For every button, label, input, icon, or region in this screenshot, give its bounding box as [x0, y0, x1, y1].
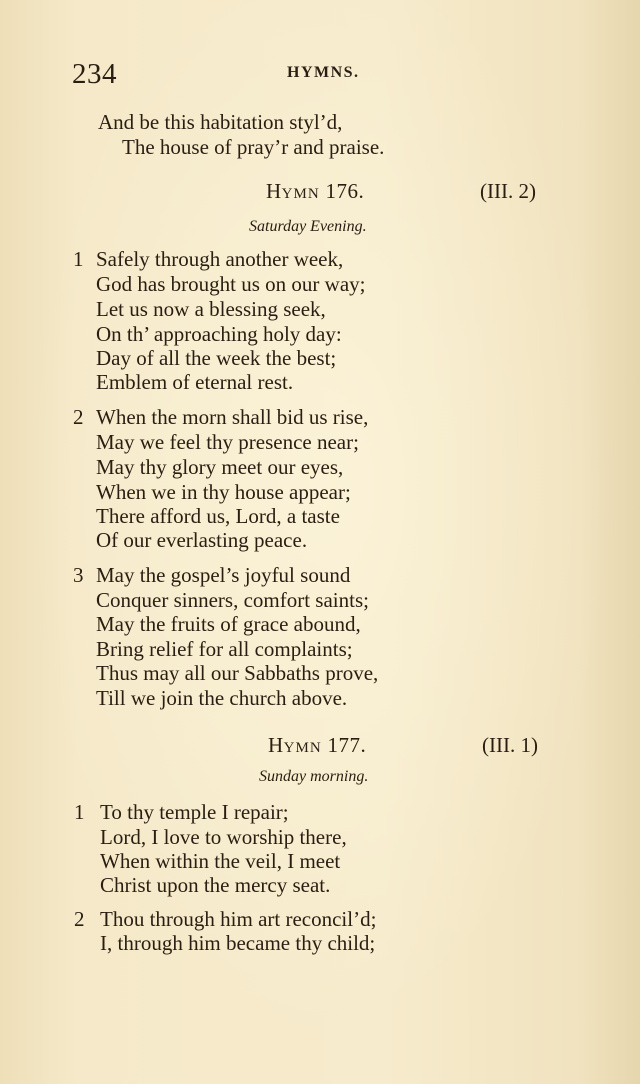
hymn-title-initial: H	[268, 733, 284, 757]
verse-line: When we in thy house appear;	[96, 480, 351, 504]
stanza-number: 1	[73, 247, 84, 271]
stanza-number: 2	[73, 405, 84, 429]
continuation-line: The house of pray’r and praise.	[122, 135, 385, 159]
hymn-meter-ref: (III. 1)	[482, 733, 538, 757]
verse-line: Christ upon the mercy seat.	[100, 873, 331, 897]
verse-line: Lord, I love to worship there,	[100, 825, 347, 849]
verse-line: When the morn shall bid us rise,	[96, 405, 369, 429]
paper-edge-shading	[580, 0, 640, 1084]
verse-line: When within the veil, I meet	[100, 849, 341, 873]
verse-line: Day of all the week the best;	[96, 346, 337, 370]
verse-line: Emblem of eternal rest.	[96, 370, 294, 394]
hymn-title-initial: H	[266, 179, 282, 203]
verse-line: Bring relief for all complaints;	[96, 637, 353, 661]
verse-line: Till we join the church above.	[96, 686, 348, 710]
verse-line: May thy glory meet our eyes,	[96, 455, 344, 479]
hymn-subtitle: Saturday Evening.	[249, 218, 367, 235]
hymn-meter-ref: (III. 2)	[480, 179, 536, 203]
running-head: HYMNS.	[287, 64, 360, 81]
verse-line: May we feel thy presence near;	[96, 430, 359, 454]
hymn-title-smallcaps: YMN	[283, 740, 322, 756]
verse-line: Thus may all our Sabbaths prove,	[96, 661, 379, 685]
continuation-line: And be this habitation styl’d,	[98, 110, 343, 134]
verse-line: May the fruits of grace abound,	[96, 612, 361, 636]
verse-line: I, through him became thy child;	[100, 931, 376, 955]
hymn-subtitle: Sunday morning.	[259, 768, 369, 785]
hymn-number: 176.	[319, 179, 365, 203]
stanza-number: 3	[73, 563, 84, 587]
verse-line: May the gospel’s joyful sound	[96, 563, 351, 587]
hymn-title-smallcaps: YMN	[281, 186, 320, 202]
hymn-title	[266, 179, 364, 204]
stanza-number: 1	[74, 800, 85, 824]
verse-line: Let us now a blessing seek,	[96, 297, 326, 321]
verse-line: Safely through another week,	[96, 247, 344, 271]
verse-line: God has brought us on our way;	[96, 272, 366, 296]
verse-line: On th’ approaching holy day:	[96, 322, 342, 346]
verse-line: There afford us, Lord, a taste	[96, 504, 340, 528]
verse-line: Thou through him art reconcil’d;	[100, 907, 377, 931]
verse-line: To thy temple I repair;	[100, 800, 289, 824]
page-header	[0, 58, 640, 94]
verse-line: Conquer sinners, comfort saints;	[96, 588, 369, 612]
verse-line: Of our everlasting peace.	[96, 528, 308, 552]
page-number: 234	[72, 58, 117, 90]
hymn-title	[268, 733, 366, 758]
hymn-number: 177.	[321, 733, 367, 757]
stanza-number: 2	[74, 907, 85, 931]
